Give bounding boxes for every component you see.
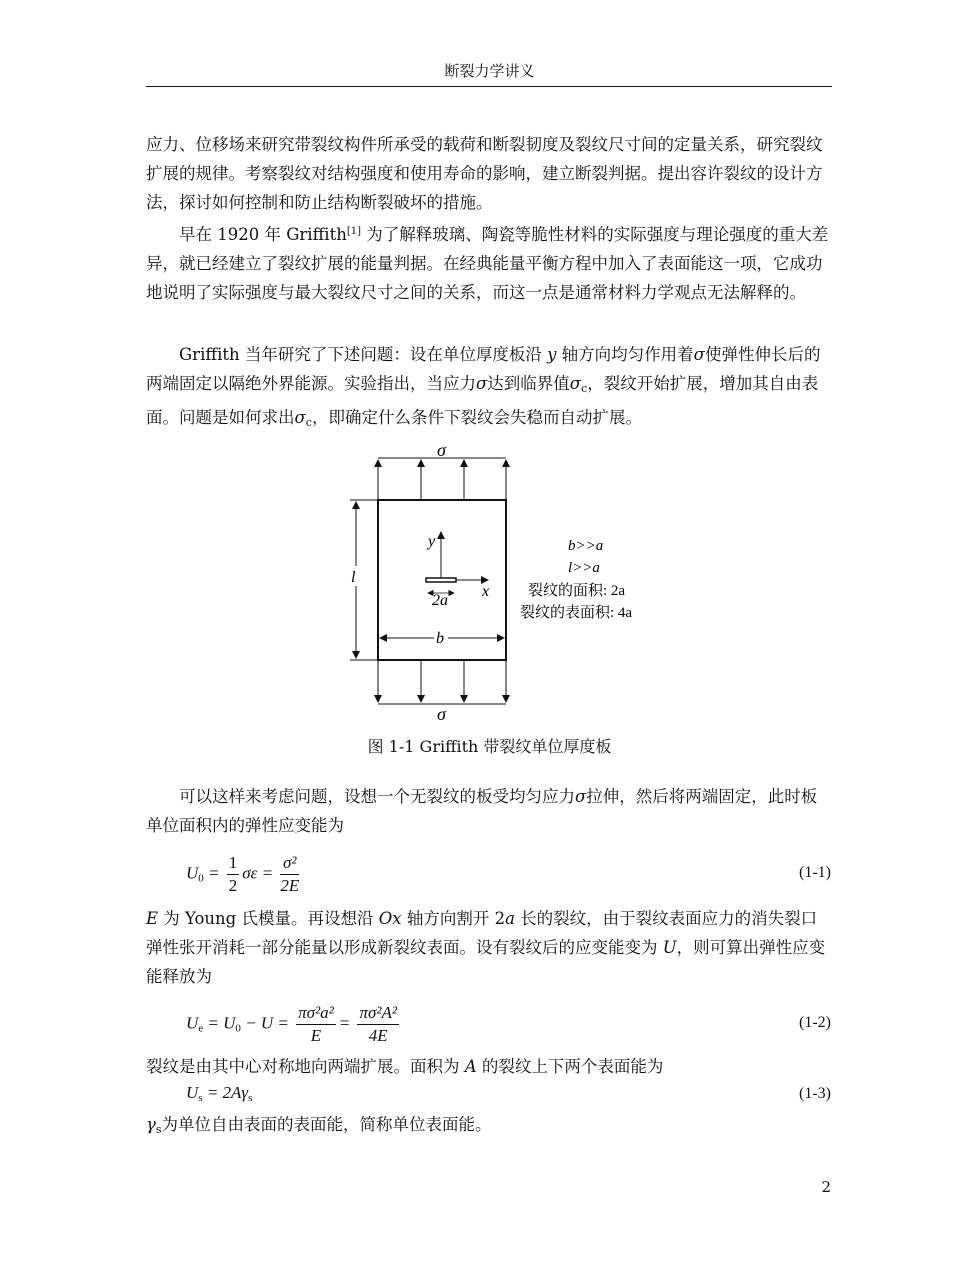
p5-var-a: a	[505, 909, 515, 928]
eq3-lhs: U	[186, 1083, 199, 1102]
crack	[426, 578, 456, 582]
p4-sigma: σ	[575, 787, 587, 806]
paragraph-5	[146, 904, 832, 991]
eq1-equals: =	[203, 863, 224, 883]
p3-text-a: Griffith 当年研究了下述问题：设在单位厚度板沿	[179, 345, 548, 364]
p7-sub-s: s	[155, 1123, 162, 1136]
sigma-top-label: σ	[437, 440, 446, 460]
paragraph-7	[146, 1110, 832, 1144]
equation-1-3	[186, 1083, 252, 1104]
eq2-fraction-1: $\frac{\text{πσ²a²}}{E}$	[298, 1003, 334, 1045]
eq2-fraction-2: $\frac{\text{πσ²A²}}{4E}$	[359, 1003, 397, 1045]
crack-length-label: 2a	[432, 592, 448, 609]
eq2-rest: − U =	[240, 1013, 289, 1033]
p4-text-a: 可以这样来考虑问题，设想一个无裂纹的板受均匀应力	[179, 787, 575, 806]
p3-sigma-c-1: σ	[569, 374, 582, 393]
p2-text-b: 为了解释玻璃、陶瓷等脆性材料的实际强度与理论强度的重大差异，就已经建立了裂纹扩展的能量判据。在经典能量平衡方程中加入了表面能这一项，它成功地说明了实际强度与最大裂纹尺寸之间的关系，而这一点是通常材料力学观点无法解释的。	[146, 225, 829, 302]
equation-1-1	[186, 852, 302, 897]
p7-text: 为单位自由表面的表面能，简称单位表面能。	[161, 1115, 492, 1134]
p5-var-E: E	[146, 909, 159, 928]
p6-text-b: 的裂纹上下两个表面能为	[476, 1057, 664, 1076]
p3-text-b: 轴方向均匀作用着	[556, 345, 694, 364]
eq2-mid: = U	[203, 1013, 236, 1033]
equation-number-1-1: (1-1)	[799, 864, 831, 881]
p3-text-e: ，裂纹开始扩展，增加其自由表面。问题是如何求出	[146, 374, 819, 427]
p3-text-d: 达到临界值	[487, 374, 570, 393]
note-b-much-greater-a: b>>a	[568, 538, 604, 554]
header-rule	[146, 86, 832, 87]
eq3-rhs-sub: s	[248, 1092, 253, 1104]
sigma-bottom-label: σ	[437, 704, 446, 724]
dimension-l-label: l	[351, 569, 356, 586]
p5-text-d: ，则可算出弹性应变能释放为	[146, 938, 826, 986]
eq3-rhs: = 2Aγ	[202, 1083, 249, 1102]
paragraph-2	[146, 217, 832, 307]
p7-var-gamma: γ	[146, 1115, 156, 1134]
griffith-plate-figure	[340, 436, 670, 726]
p5-var-Ox: Ox	[378, 909, 402, 928]
page-number: 2	[821, 1178, 831, 1196]
bottom-stress-arrows	[378, 660, 506, 702]
p2-text-a: 早在 1920 年 Griffith	[179, 225, 347, 244]
p3-text-c: 使弹性伸长后的两端固定以隔绝外界能源。实验指出，当应力	[146, 345, 821, 393]
note-l-much-greater-a: l>>a	[568, 560, 600, 576]
reference-mark: [1]	[346, 226, 361, 237]
figure-caption: 图 1-1 Griffith 带裂纹单位厚度板	[367, 737, 612, 756]
eq1-fraction-sigma: $\frac{\text{σ²}}{2E}$	[280, 853, 300, 895]
p5-text-b: 轴方向割开 2	[401, 909, 506, 928]
eq2-lhs-sub: e	[198, 1022, 204, 1035]
eq1-middle: σε =	[242, 863, 274, 883]
note-crack-surface-area: 裂纹的表面积: 4a	[520, 605, 633, 621]
p5-var-U: U	[662, 938, 677, 957]
paragraph-6	[146, 1052, 832, 1081]
equation-number-1-3: (1-3)	[799, 1085, 831, 1102]
p5-text-a: 为 Young 氏模量。再设想沿	[158, 909, 379, 928]
paragraph-1: 应力、位移场来研究带裂纹构件所承受的载荷和断裂韧度及裂纹尺寸间的定量关系，研究裂纹扩展的规律。考察裂纹对结构强度和使用寿命的影响，建立断裂判据。提出容许裂纹的设计方法，探讨如何控制和防止结构断裂破坏的措施。	[146, 135, 823, 212]
eq2-mid-sub: 0	[235, 1022, 241, 1035]
paragraph-4	[146, 782, 832, 840]
p6-text-a: 裂纹是由其中心对称地向两端扩展。面积为	[146, 1057, 465, 1076]
p3-sub-c-2: c	[305, 416, 312, 429]
p3-sub-c-1: c	[581, 382, 588, 395]
eq2-lhs: U	[186, 1013, 199, 1033]
p3-sigma-1: σ	[693, 345, 705, 364]
eq3-lhs-sub: s	[198, 1092, 203, 1104]
paragraph-3	[146, 340, 832, 437]
eq2-equals: =	[338, 1013, 351, 1033]
eq1-lhs: U	[186, 863, 199, 883]
page-header: 断裂力学讲义	[444, 62, 535, 80]
equation-number-1-2: (1-2)	[799, 1014, 831, 1031]
p5-text-c: 长的裂纹，由于裂纹表面应力的消失裂口弹性张开消耗一部分能量以形成新裂纹表面。设有裂纹后的应变能变为	[146, 909, 818, 957]
equation-1-2	[186, 1002, 402, 1047]
p6-var-A: A	[464, 1057, 477, 1076]
p4-text-b: 拉伸，然后将两端固定，此时板单位面积内的弹性应变能为	[146, 787, 818, 835]
y-axis-label: y	[428, 533, 436, 550]
eq1-fraction-half: $\frac{1}{2}$	[228, 853, 238, 895]
p3-sigma-2: σ	[476, 374, 488, 393]
p3-var-y: y	[547, 345, 557, 364]
note-crack-area: 裂纹的面积: 2a	[528, 583, 626, 599]
eq1-lhs-sub: 0	[198, 872, 204, 885]
top-stress-arrows	[378, 460, 506, 500]
p3-text-f: ，即确定什么条件下裂纹会失稳而自动扩展。	[311, 408, 642, 427]
dimension-b-label: b	[436, 630, 444, 647]
p3-sigma-c-2: σ	[294, 408, 306, 427]
x-axis-label: x	[482, 583, 490, 600]
